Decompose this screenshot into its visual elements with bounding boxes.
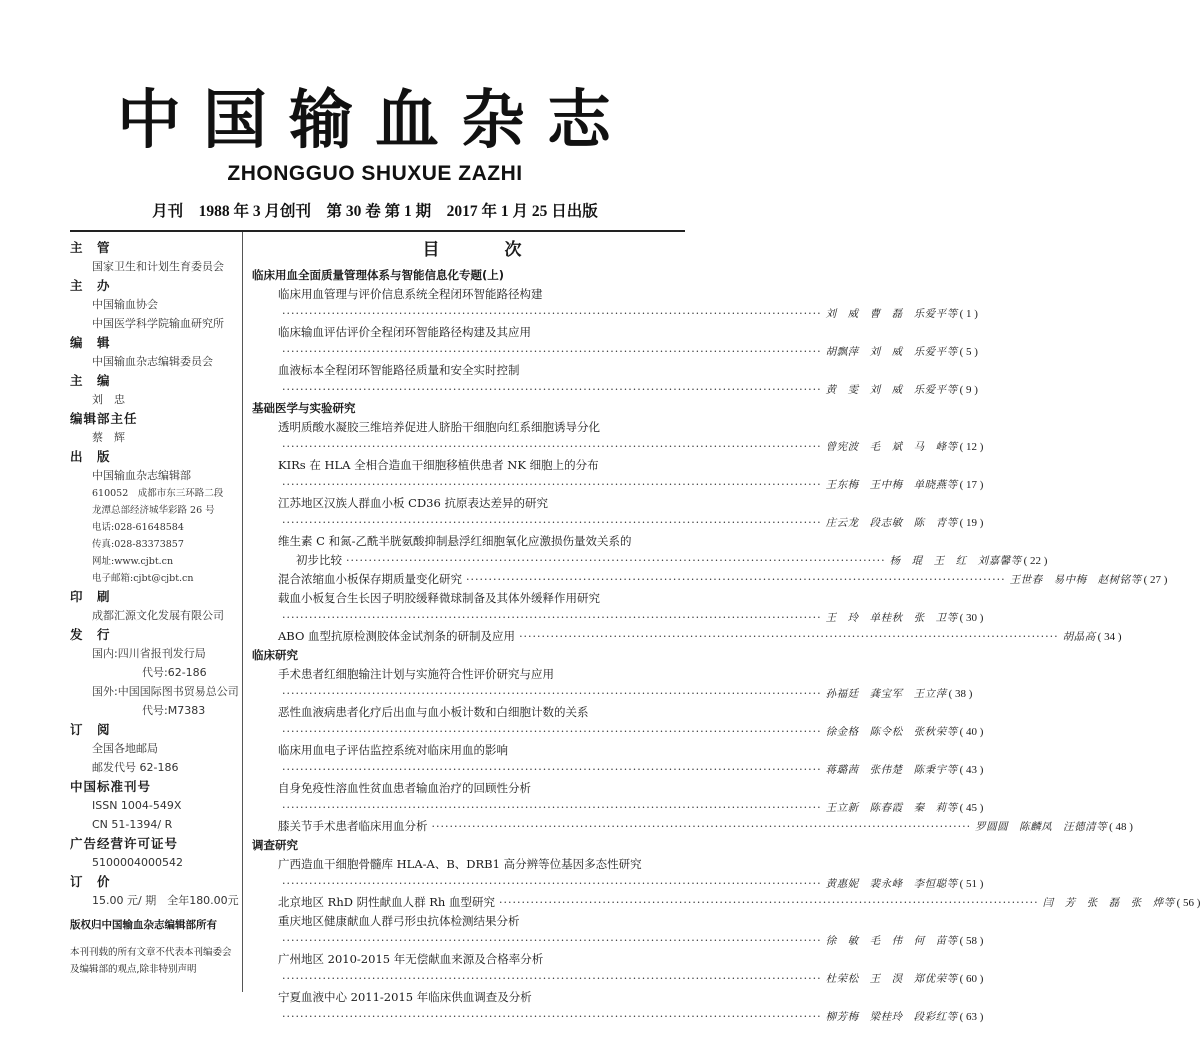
page-number: ( 9 ): [959, 384, 978, 396]
toc-entry-line: [278, 684, 973, 703]
table-of-contents: [252, 238, 1200, 1026]
info-label: 出 版: [70, 449, 111, 464]
leader-dots: ························································································································: [282, 1010, 822, 1023]
article-authors: 王东梅 王中梅 单晓燕等: [825, 479, 958, 491]
toc-entry-line: [278, 608, 984, 627]
contact-line: 610052 成都市东三环路二段: [92, 488, 224, 499]
toc-entry-line: [278, 760, 984, 779]
contact-line: 龙潭总部经济城华彩路 26 号: [92, 505, 215, 516]
info-section: [70, 872, 240, 910]
toc-entry[interactable]: [252, 912, 984, 950]
article-authors: 罗圆圆 陈麟凤 汪德清等: [975, 821, 1108, 833]
info-value: 5100004000542: [92, 856, 183, 869]
leader-dots: ························································································································: [282, 687, 822, 700]
page-number: ( 56 ): [1176, 897, 1200, 909]
toc-entry[interactable]: [252, 665, 973, 703]
toc-body: [252, 266, 1200, 1026]
article-title: 临床用血管理与评价信息系统全程闭环智能路径构建: [278, 287, 543, 301]
contact-line: 电子邮箱:cjbt@cjbt.cn: [92, 573, 194, 584]
article-title: 混合浓缩血小板保存期质量变化研究: [278, 572, 462, 586]
info-label: 印 刷: [70, 589, 111, 604]
leader-dots: ························································································································: [282, 611, 822, 624]
info-value: 中国医学科学院输血研究所: [92, 317, 224, 330]
article-title: 宁夏血液中心 2011-2015 年临床供血调查及分析: [278, 990, 532, 1004]
article-title: ABO 血型抗原检测胶体金试剂条的研制及应用: [278, 629, 516, 643]
info-label: 编 辑: [70, 335, 111, 350]
toc-entry[interactable]: [252, 893, 1200, 912]
leader-dots: ························································································································: [282, 934, 822, 947]
toc-entry-line: [278, 304, 978, 323]
header-rule: [70, 230, 685, 232]
info-section: [70, 625, 240, 720]
toc-entry[interactable]: [252, 323, 978, 361]
article-authors: 王世春 易中梅 赵树铭等: [1009, 574, 1142, 586]
journal-title-cn: 中国输血杂志: [117, 83, 633, 158]
leader-dots: ························································································································: [282, 307, 822, 320]
page-number: ( 19 ): [959, 517, 984, 529]
page-number: ( 51 ): [959, 878, 984, 890]
article-title: 恶性血液病患者化疗后出血与血小板计数和白细胞计数的关系: [278, 705, 589, 719]
toc-entry-line: [278, 475, 984, 494]
info-section: [70, 276, 240, 333]
toc-entry[interactable]: [252, 494, 984, 532]
journal-title-en: ZHONGGUO SHUXUE ZAZHI: [227, 162, 523, 185]
article-authors: 刘 威 曹 磊 乐爱平等: [825, 308, 958, 320]
article-title: 载血小板复合生长因子明胶缓释微球制备及其体外缓释作用研究: [278, 591, 600, 605]
page-number: ( 60 ): [959, 973, 984, 985]
article-authors: 杜荣松 王 淏 郑优荣等: [825, 973, 958, 985]
article-title: 广州地区 2010-2015 年无偿献血来源及合格率分析: [278, 952, 544, 966]
article-title: KIRs 在 HLA 全相合造血干细胞移植供患者 NK 细胞上的分布: [278, 458, 599, 472]
info-label: 中国标准刊号: [70, 779, 152, 794]
article-authors: 杨 琨 王 红 刘嘉馨等: [889, 555, 1022, 567]
toc-entry[interactable]: [252, 285, 978, 323]
article-title: 维生素 C 和氮-乙酰半胱氨酸抑制悬浮红细胞氧化应激损伤量效关系的: [278, 534, 632, 548]
disclaimer-note: 本刊刊载的所有文章不代表本刊编委会及编辑部的观点,除非特别声明: [70, 947, 232, 975]
leader-dots: ························································································································: [282, 972, 822, 985]
info-value: 国家卫生和计划生育委员会: [92, 260, 224, 273]
info-value: 代号:M7383: [142, 704, 206, 717]
info-value: 中国输血杂志编辑委员会: [92, 355, 213, 368]
info-label: 订 价: [70, 874, 111, 889]
toc-entry-line: [278, 931, 984, 950]
info-label: 主 办: [70, 278, 111, 293]
info-value: 中国输血杂志编辑部: [92, 469, 191, 482]
toc-entry[interactable]: [252, 855, 984, 893]
leader-dots: ························································································································: [282, 478, 822, 491]
info-value: 国外:中国国际图书贸易总公司: [92, 685, 239, 698]
info-value: 邮发代号 62-186: [92, 761, 179, 774]
info-value: 国内:四川省报刊发行局: [92, 647, 206, 660]
article-title: 北京地区 RhD 阴性献血人群 Rh 血型研究: [278, 895, 495, 909]
toc-entry[interactable]: [252, 627, 1122, 646]
toc-entry-line: [278, 570, 1168, 589]
info-label: 主 编: [70, 373, 111, 388]
article-authors: 曾宪波 毛 斌 马 峰等: [825, 441, 958, 453]
info-section: [70, 447, 240, 587]
toc-entry[interactable]: [252, 570, 1168, 589]
toc-entry-line: [278, 551, 1048, 570]
toc-section-title: 调查研究: [252, 838, 298, 852]
info-label: 订 阅: [70, 722, 111, 737]
toc-entry[interactable]: [252, 589, 984, 627]
info-section: [70, 409, 240, 447]
toc-entry[interactable]: [252, 703, 984, 741]
toc-entry[interactable]: [252, 779, 984, 817]
info-section: [70, 587, 240, 625]
toc-entry-line: [278, 798, 984, 817]
info-value: 15.00 元/ 期 全年180.00元: [92, 894, 239, 907]
toc-entry-line: [278, 627, 1122, 646]
copyright-notice: 版权归中国输血杂志编辑部所有: [70, 919, 217, 931]
toc-entry[interactable]: [252, 361, 978, 399]
contact-line: 传真:028-83373857: [92, 539, 184, 550]
article-authors: 柳芳梅 梁桂玲 段彩红等: [825, 1011, 958, 1023]
page-number: ( 27 ): [1143, 574, 1168, 586]
leader-dots: ························································································································: [282, 383, 822, 396]
leader-dots: ························································································································: [519, 630, 1059, 643]
article-title-cont: 初步比较: [296, 553, 342, 567]
contact-line: 网址:www.cjbt.cn: [92, 556, 174, 567]
article-authors: 王立新 陈春霞 秦 莉等: [825, 802, 958, 814]
info-value: ISSN 1004-549X: [92, 799, 182, 812]
info-value: 蔡 辉: [92, 431, 125, 444]
article-title: 江苏地区汉族人群血小板 CD36 抗原表达差异的研究: [278, 496, 548, 510]
page-number: ( 58 ): [959, 935, 984, 947]
article-authors: 胡飘萍 刘 威 乐爱平等: [825, 346, 958, 358]
page-number: ( 17 ): [959, 479, 984, 491]
leader-dots: ························································································································: [498, 896, 1039, 909]
article-title: 广西造血干细胞骨髓库 HLA-A、B、DRB1 高分辨等位基因多态性研究: [278, 857, 642, 871]
info-section: [70, 777, 240, 834]
info-label: 广告经营许可证号: [70, 836, 179, 851]
toc-entry-line: [278, 380, 978, 399]
info-section: [70, 834, 240, 872]
article-title: 临床输血评估评价全程闭环智能路径构建及其应用: [278, 325, 531, 339]
info-value: 中国输血协会: [92, 298, 158, 311]
info-label: 发 行: [70, 627, 111, 642]
page-number: ( 30 ): [959, 612, 984, 624]
leader-dots: ························································································································: [282, 801, 822, 814]
info-label: 主 管: [70, 240, 111, 255]
info-label: 编辑部主任: [70, 411, 138, 426]
info-value: CN 51-1394/ R: [92, 818, 173, 831]
toc-heading: 目 次: [422, 240, 546, 260]
leader-dots: ························································································································: [282, 877, 822, 890]
page-number: ( 63 ): [959, 1011, 984, 1023]
article-authors: 孙福廷 龚宝军 王立萍: [825, 688, 947, 700]
info-value: 代号:62-186: [142, 666, 207, 679]
article-title: 重庆地区健康献血人群弓形虫抗体检测结果分析: [278, 914, 520, 928]
info-section: [70, 238, 240, 276]
toc-entry-line: [278, 513, 984, 532]
page-number: ( 38 ): [948, 688, 973, 700]
leader-dots: ························································································································: [431, 820, 972, 833]
toc-entry-line: [278, 893, 1200, 912]
article-title: 血液标本全程闭环智能路径质量和安全实时控制: [278, 363, 520, 377]
toc-entry-line: [278, 874, 984, 893]
article-authors: 胡晶高: [1062, 631, 1096, 643]
leader-dots: ························································································································: [282, 345, 822, 358]
page-number: ( 43 ): [959, 764, 984, 776]
toc-entry[interactable]: [252, 950, 984, 988]
info-value: 刘 忠: [92, 393, 125, 406]
article-authors: 闫 芳 张 磊 张 烨等: [1042, 897, 1175, 909]
article-authors: 徐金格 陈令松 张秋荣等: [825, 726, 958, 738]
article-title: 膝关节手术患者临床用血分析: [278, 819, 428, 833]
info-section: [70, 371, 240, 409]
toc-entry-line: [278, 437, 984, 456]
toc-entry[interactable]: [252, 741, 984, 779]
article-authors: 王 玲 单桂秋 张 卫等: [825, 612, 958, 624]
toc-entry-line: [278, 969, 984, 988]
masthead-info-column: [70, 238, 240, 978]
toc-section-title: 临床研究: [252, 648, 298, 662]
leader-dots: ························································································································: [282, 725, 822, 738]
leader-dots: ························································································································: [466, 573, 1006, 586]
leader-dots: ························································································································: [346, 554, 886, 567]
article-authors: 庄云龙 段志敏 陈 青等: [825, 517, 958, 529]
toc-entry[interactable]: [252, 988, 984, 1026]
article-title: 自身免疫性溶血性贫血患者输血治疗的回顾性分析: [278, 781, 531, 795]
page-number: ( 48 ): [1109, 821, 1133, 833]
toc-entry[interactable]: [252, 456, 984, 494]
page-number: ( 45 ): [959, 802, 984, 814]
leader-dots: ························································································································: [282, 763, 822, 776]
article-title: 临床用血电子评估监控系统对临床用血的影响: [278, 743, 508, 757]
page-number: ( 22 ): [1023, 555, 1048, 567]
toc-entry-line: [278, 817, 1133, 836]
toc-entry-line: [278, 342, 978, 361]
toc-entry[interactable]: [252, 418, 984, 456]
leader-dots: ························································································································: [282, 440, 822, 453]
publication-info: 月刊 1988 年 3 月创刊 第 30 卷 第 1 期 2017 年 1 月 25 日出版: [152, 203, 598, 220]
toc-entry[interactable]: [252, 817, 1133, 836]
page-number: ( 34 ): [1097, 631, 1122, 643]
page-number: ( 12 ): [959, 441, 984, 453]
toc-section-title: 临床用血全面质量管理体系与智能信息化专题(上): [252, 268, 505, 282]
page-number: ( 40 ): [959, 726, 984, 738]
article-title: 透明质酸水凝胶三维培养促进人脐胎干细胞向红系细胞诱导分化: [278, 420, 600, 434]
article-authors: 黄 雯 刘 威 乐爱平等: [825, 384, 958, 396]
toc-entry-line: [278, 722, 984, 741]
info-section: [70, 720, 240, 777]
toc-entry-line: [278, 1007, 984, 1026]
article-title: 手术患者红细胞输注计划与实施符合性评价研究与应用: [278, 667, 554, 681]
masthead: [0, 0, 750, 222]
leader-dots: ························································································································: [282, 516, 822, 529]
article-authors: 黄惠妮 裴永峰 李恒聪等: [825, 878, 958, 890]
article-authors: 徐 敏 毛 伟 何 苗等: [825, 935, 958, 947]
article-authors: 蒋璐茜 张伟楚 陈秉宇等: [825, 764, 958, 776]
info-value: 全国各地邮局: [92, 742, 158, 755]
column-divider: [242, 232, 243, 992]
toc-entry[interactable]: [252, 532, 1048, 570]
page-number: ( 1 ): [959, 308, 978, 320]
info-section: [70, 333, 240, 371]
info-value: 成都汇源文化发展有限公司: [92, 609, 224, 622]
page-number: ( 5 ): [959, 346, 978, 358]
contact-line: 电话:028-61648584: [92, 522, 184, 533]
toc-section-title: 基础医学与实验研究: [252, 401, 356, 415]
